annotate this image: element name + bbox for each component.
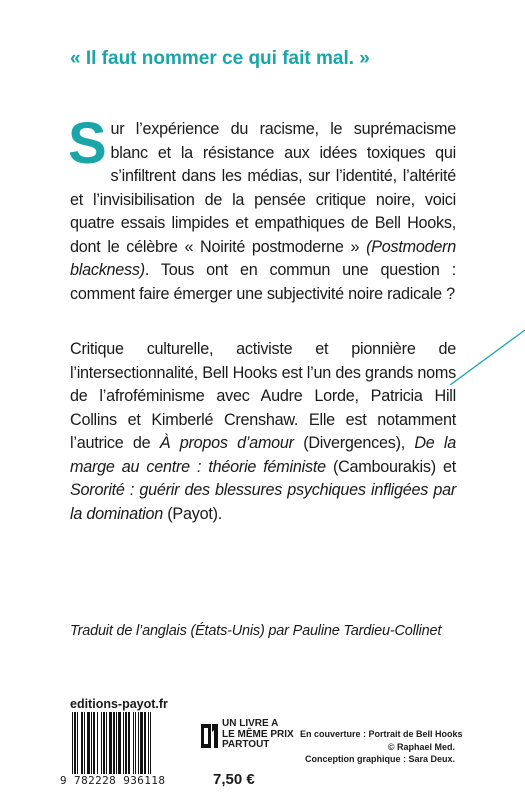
barcode-bar xyxy=(135,712,136,774)
barcode-bar xyxy=(118,712,121,774)
barcode-bar xyxy=(91,712,92,774)
paragraph1-text-a: ur l’expérience du racisme, le suprémacisme blanc et la résistance aux idées toxiques qui s’infiltrent dans les médias, sur l’identité, l’altérité et l’invisibilisation de la pensée critique noire, voici quatre essais limpides et empathiques de Bell Hooks, dont le célèbre « Noirité postmoderne » xyxy=(70,120,456,256)
barcode-bar xyxy=(74,712,76,774)
cover-credits xyxy=(300,728,463,766)
barcode-bar xyxy=(87,712,90,774)
credit-line-1: En couverture : Portrait de Bell Hooks xyxy=(300,729,463,739)
author-paragraph xyxy=(70,338,456,526)
barcode-bar xyxy=(103,712,105,774)
barcode-bar xyxy=(77,712,78,774)
prix-line-2: LE MÊME PRIX xyxy=(222,728,294,740)
barcode-bar xyxy=(72,712,73,774)
drop-cap: S xyxy=(68,111,107,176)
barcode-bar xyxy=(93,712,95,774)
barcode-bar xyxy=(81,712,83,774)
translator-credit: Traduit de l’anglais (États-Unis) par Pauline Tardieu-Collinet xyxy=(70,623,442,639)
barcode-bar xyxy=(144,712,146,774)
credit-line-3: Conception graphique : Sara Deux. xyxy=(304,754,455,764)
barcode-bar xyxy=(150,712,151,774)
barcode-bar xyxy=(138,712,139,774)
barcode-bar xyxy=(116,712,117,774)
publisher-website: editions-payot.fr xyxy=(70,697,168,711)
prix-line-1: UN LIVRE A xyxy=(222,718,279,729)
barcode-bar xyxy=(109,712,112,774)
prix-unique-logo xyxy=(199,720,219,752)
barcode-bar xyxy=(106,712,107,774)
barcode-bar xyxy=(125,712,127,774)
barcode-bar xyxy=(128,712,130,774)
paragraph2-part2: (Divergences), xyxy=(293,434,415,452)
paragraph2-italic1: À propos d’amour xyxy=(159,434,294,452)
paragraph1-italic: (Postmodern blackness) xyxy=(70,237,456,279)
paragraph1-text-b: . Tous ont en commun une question : comment faire émerger une subjectivité noire radicale ? xyxy=(70,261,456,303)
paragraph2-italic2: De la marge au centre : théorie féministe xyxy=(70,434,456,476)
price: 7,50 € xyxy=(213,771,255,788)
barcode-bar xyxy=(113,712,115,774)
paragraph2-italic3: Sororité : guérir des blessures psychiques infligées par la domination xyxy=(70,481,456,523)
barcode-bar xyxy=(133,712,134,774)
barcode-bar xyxy=(123,712,124,774)
barcode-bar xyxy=(97,712,98,774)
credit-line-2: © Raphael Med. xyxy=(387,741,455,752)
barcode-bar xyxy=(84,712,85,774)
barcode-bar xyxy=(101,712,102,774)
paragraph2-part1: Critique culturelle, activiste et pionnière de l’intersectionnalité, Bell Hooks est l’un des grands noms de l’afroféminisme avec Audre Lorde, Patricia Hill Collins et Kimberlé Crenshaw. Elle est notamment l’autrice de xyxy=(70,340,456,452)
description-paragraph xyxy=(68,111,456,306)
paragraph2-part3: (Cambourakis) et xyxy=(325,457,456,476)
decorative-teal-line xyxy=(450,330,525,385)
pull-quote: « Il faut nommer ce qui fait mal. » xyxy=(70,48,370,69)
barcode-bar xyxy=(140,712,143,774)
barcode-bar xyxy=(148,712,149,774)
prix-unique-label xyxy=(222,719,312,751)
barcode-number: 9 782228 936118 xyxy=(60,774,166,787)
paragraph2-part4: (Payot). xyxy=(163,504,222,523)
barcode xyxy=(70,712,188,774)
prix-line-3: PARTOUT xyxy=(222,739,270,750)
